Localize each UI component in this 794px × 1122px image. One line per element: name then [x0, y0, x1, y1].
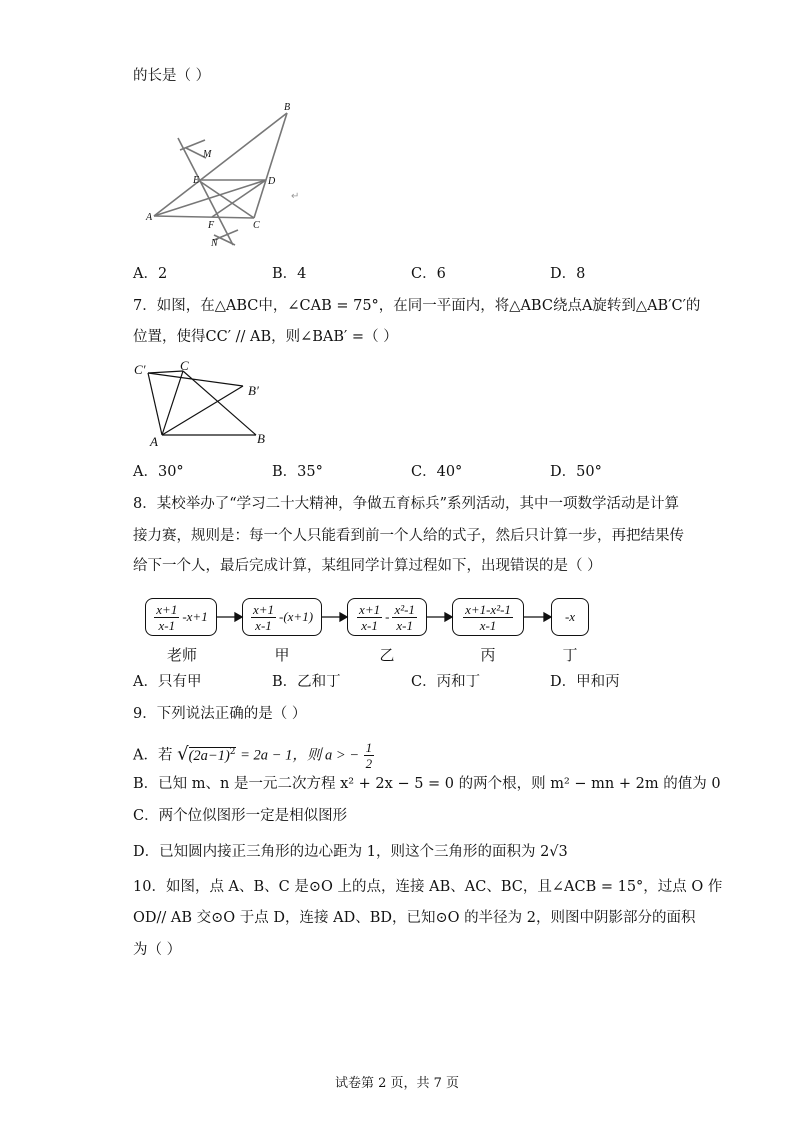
q8-stem-line1: 8．某校举办了“学习二十大精神，争做五育标兵”系列活动，其中一项数学活动是计算 [133, 496, 680, 512]
q6-option-a: A．2 [133, 266, 168, 282]
q6-tail: 的长是（ ） [133, 68, 211, 84]
q9-option-d: D．已知圆内接正三角形的边心距为 1，则这个三角形的面积为 2√3 [133, 844, 568, 860]
q7-stem-line1: 7．如图，在△ABC中，∠CAB = 75°，在同一平面内，将△ABC绕点A旋转到△AB′C′的 [133, 298, 701, 314]
flow-box-teacher: $\frac{x+1}{x-1}$ -x+1 [145, 598, 217, 636]
q6-label-A: A [146, 212, 153, 223]
q9-stem: 9．下列说法正确的是（ ） [133, 706, 307, 722]
q7-stem-line2: 位置，使得CC′ // AB，则∠BAB′ =（ ） [133, 329, 398, 345]
flow-label-jia: 甲 [274, 646, 290, 664]
q7-option-b: B．35° [272, 464, 323, 480]
q6-option-d: D．8 [550, 266, 586, 282]
q7-label-C: C [180, 358, 189, 373]
flow-box-ding: -x [551, 598, 589, 636]
flow-box-jia: $\frac{x+1}{x-1}$ -(x+1) [242, 598, 322, 636]
q10-stem-line1: 10．如图，点 A、B、C 是⊙O 上的点，连接 AB、AC、BC，且∠ACB = 15°，过点 O 作 [133, 879, 723, 895]
flow-label-teacher: 老师 [166, 646, 197, 664]
q9-option-b: B．已知 m、n 是一元二次方程 x² + 2x − 5 = 0 的两个根，则 m² − mn + 2m 的值为 0 [133, 776, 721, 792]
q9-option-a: A．若 $√(2a-1)^2 = 2a - 1$，则 a > − $\frac{1}{2}$ [133, 740, 373, 771]
flow-box-yi: $\frac{x+1}{x-1}$ - $\frac{\text{x²-1}}{x-1}$ [347, 598, 427, 636]
q9-option-c: C．两个位似图形一定是相似图形 [133, 808, 348, 824]
q6-label-E: E [193, 175, 200, 186]
svg-text:↵: ↵ [291, 191, 300, 202]
q7-label-C1: C′ [134, 362, 146, 377]
q8-option-b: B．乙和丁 [272, 674, 341, 690]
q10-stem-line2: OD// AB 交⊙O 于点 D，连接 AD、BD，已知⊙O 的半径为 2，则图中阴影部分的面积 [133, 910, 696, 926]
page-footer: 试卷第 2 页，共 7 页 [334, 1076, 460, 1091]
q6-label-M: M [203, 149, 212, 160]
q6-label-F: F [208, 220, 215, 231]
q8-option-c: C．丙和丁 [411, 674, 481, 690]
q7-option-d: D．50° [550, 464, 602, 480]
q7-label-A: A [150, 434, 158, 449]
q8-option-a: A．只有甲 [133, 674, 202, 690]
q8-stem-line3: 给下一个人，最后完成计算，某组同学计算过程如下，出现错误的是（ ） [133, 558, 602, 574]
q7-label-B: B [257, 431, 265, 446]
flow-label-bing: 丙 [480, 646, 496, 664]
q6-label-C: C [253, 220, 260, 231]
q10-stem-line3: 为（ ） [133, 942, 182, 958]
q6-option-b: B．4 [272, 266, 307, 282]
q7-label-B1: B′ [248, 383, 259, 398]
q7-option-a: A．30° [133, 464, 184, 480]
flow-label-yi: 乙 [379, 646, 395, 664]
q6-label-D: D [268, 176, 276, 187]
q8-option-d: D．甲和丙 [550, 674, 620, 690]
q7-option-c: C．40° [411, 464, 463, 480]
flow-box-bing: $\frac{\text{x+1-x²-1}}{x-1}$ [452, 598, 524, 636]
q6-option-c: C．6 [411, 266, 446, 282]
q6-label-B: B [284, 102, 291, 113]
q8-stem-line2: 接力赛，规则是：每一个人只能看到前一个人给的式子，然后只计算一步，再把结果传 [133, 528, 684, 544]
q6-label-N: N [211, 238, 218, 249]
flow-label-ding: 丁 [562, 646, 578, 664]
